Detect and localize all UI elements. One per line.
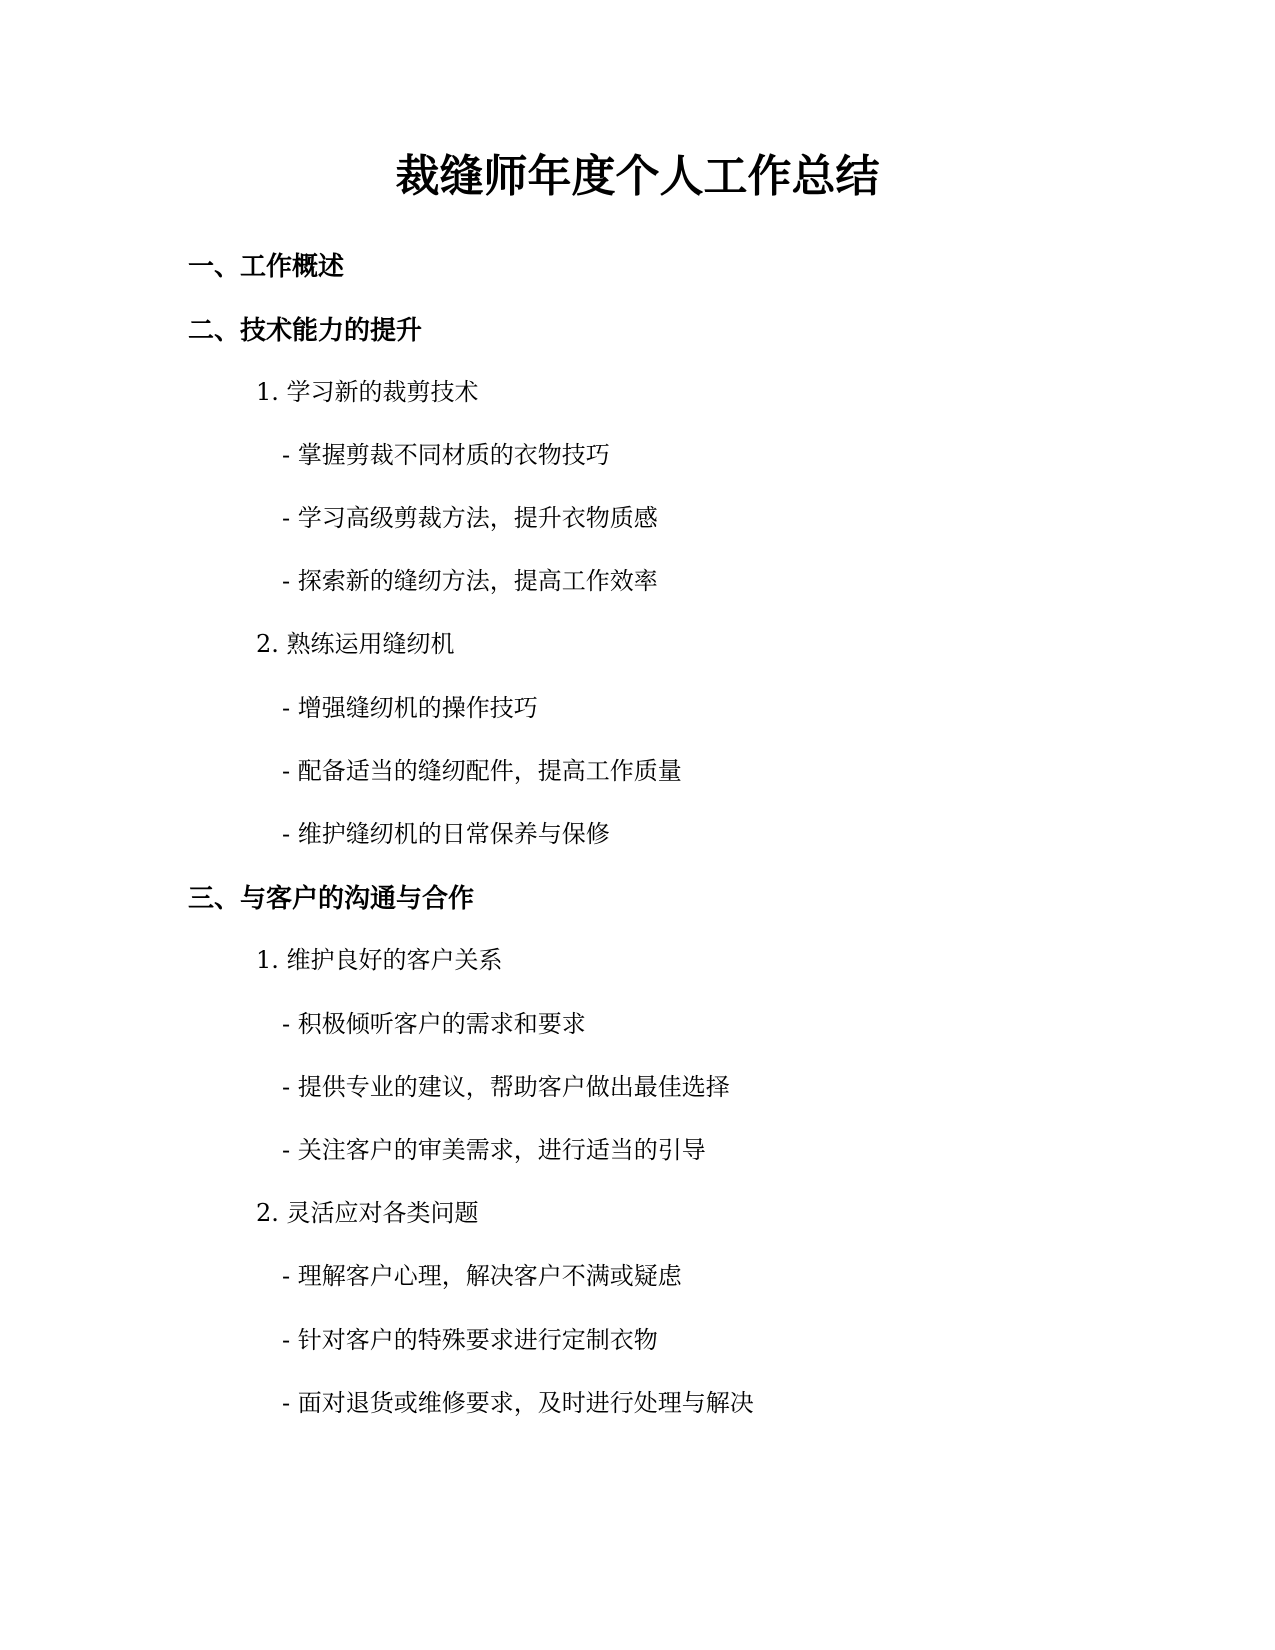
list-subitem: - 增强缝纫机的操作技巧: [282, 694, 538, 722]
list-subitem: - 掌握剪裁不同材质的衣物技巧: [282, 441, 610, 469]
list-subitem: - 学习高级剪裁方法，提升衣物质感: [282, 504, 658, 532]
list-subitem: - 关注客户的审美需求，进行适当的引导: [282, 1136, 706, 1164]
section-heading-customers: 三、与客户的沟通与合作: [188, 884, 475, 914]
list-subitem: - 探索新的缝纫方法，提高工作效率: [282, 567, 658, 595]
list-item-relations: 1. 维护良好的客户关系: [256, 946, 503, 974]
list-item-sewing-machine: 2. 熟练运用缝纫机: [256, 630, 455, 658]
list-subitem: - 配备适当的缝纫配件，提高工作质量: [282, 757, 682, 785]
list-subitem: - 积极倾听客户的需求和要求: [282, 1010, 586, 1038]
list-subitem: - 理解客户心理，解决客户不满或疑虑: [282, 1262, 682, 1290]
list-subitem: - 面对退货或维修要求，及时进行处理与解决: [282, 1389, 754, 1417]
list-item-problems: 2. 灵活应对各类问题: [256, 1199, 479, 1227]
list-subitem: - 维护缝纫机的日常保养与保修: [282, 820, 610, 848]
list-subitem: - 提供专业的建议，帮助客户做出最佳选择: [282, 1073, 730, 1101]
list-item-cutting: 1. 学习新的裁剪技术: [256, 378, 479, 406]
list-subitem: - 针对客户的特殊要求进行定制衣物: [282, 1326, 658, 1354]
section-heading-skills: 二、技术能力的提升: [188, 316, 423, 346]
section-heading-overview: 一、工作概述: [188, 252, 345, 282]
document-title: 裁缝师年度个人工作总结: [395, 151, 880, 202]
